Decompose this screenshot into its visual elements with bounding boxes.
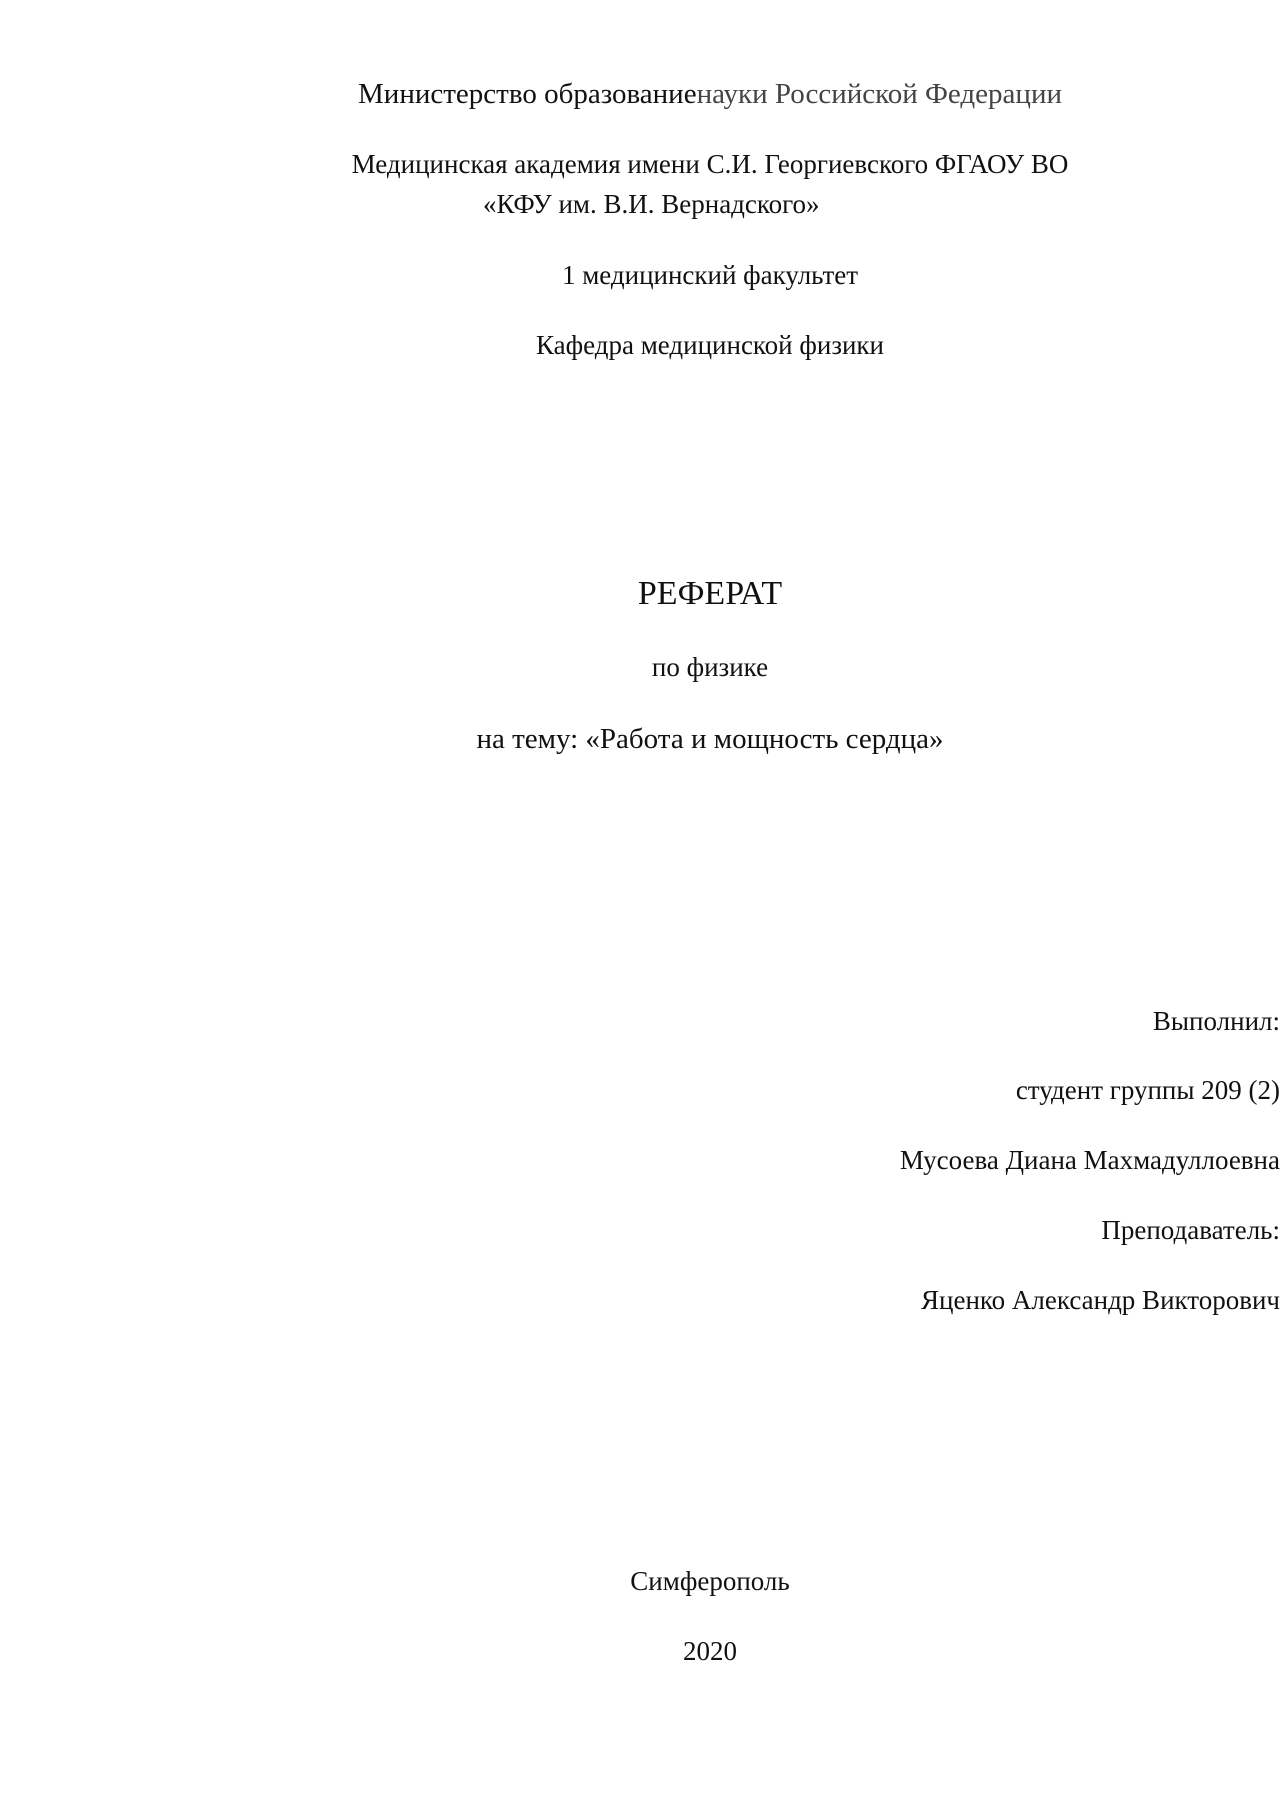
teacher-label: Преподаватель: [1101,1215,1280,1245]
academy-name-line2: «КФУ им. В.И. Вернадского» [483,189,820,219]
faculty-line: 1 медицинский факультет [561,260,859,290]
document-title: РЕФЕРАТ [637,575,783,612]
ministry-line [0,80,1280,109]
subject-line: по физике [651,652,769,682]
topic-line: на тему: «Работа и мощность сердца» [476,723,944,755]
ministry-text-part1: Министерство образование [358,78,697,110]
teacher-name-line: Яценко Александр Викторович [921,1285,1280,1315]
city-line: Симферополь [630,1566,790,1596]
ministry-text-part2: науки Российской Федерации [696,78,1062,110]
department-line: Кафедра медицинской физики [535,330,885,360]
student-name-line: Мусоева Диана Махмадуллоевна [899,1145,1280,1175]
academy-name-line1: Медицинская академия имени С.И. Георгиевского ФГАОУ ВО [351,149,1069,179]
year-line: 2020 [683,1636,737,1666]
performed-label: Выполнил: [1152,1006,1280,1036]
student-group-line: студент группы 209 (2) [1015,1075,1280,1105]
